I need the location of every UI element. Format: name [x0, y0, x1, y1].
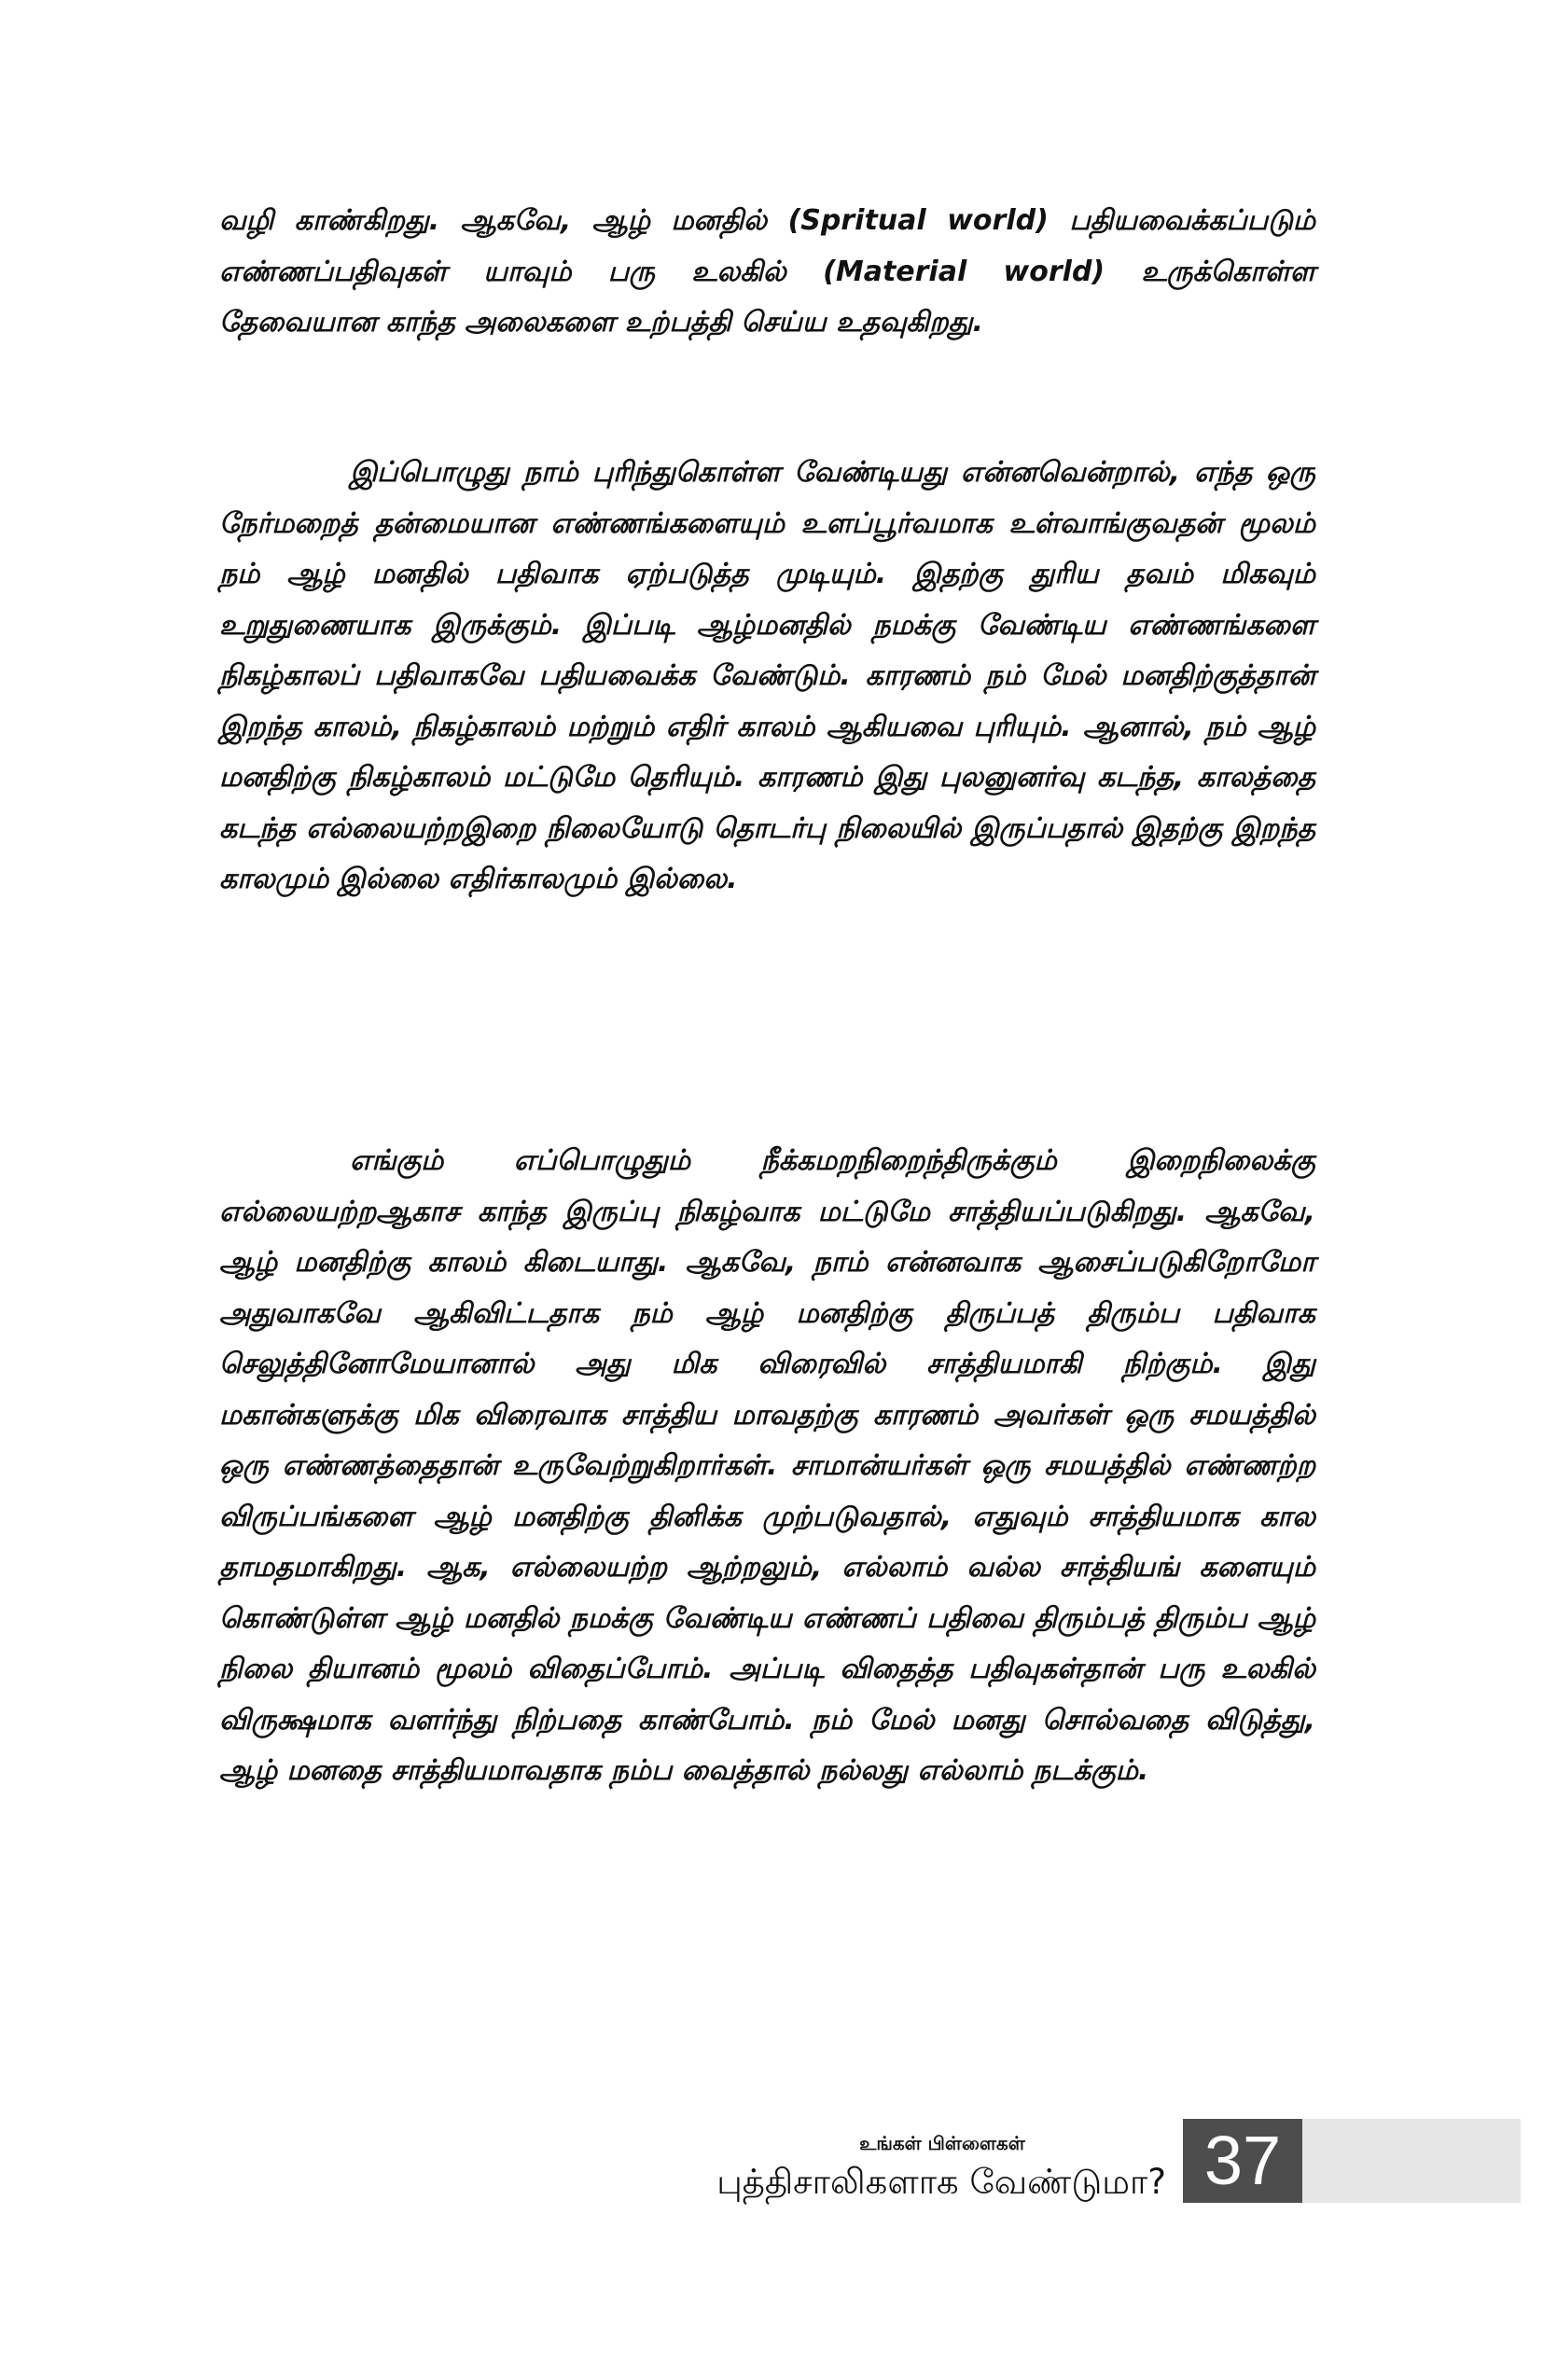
footer-book-title: புத்திசாலிகளாக வேண்டுமா? [716, 2162, 1166, 2202]
page-number: 37 [1183, 2119, 1302, 2203]
paragraph-2: இப்பொழுது நாம் புரிந்துகொள்ள வேண்டியது என்னவென்றால், எந்த ஒரு நேர்மறைத் தன்மையான எண்ணங்களையும் உளப்பூர்வமாக உள்வாங்குவதன் மூலம் நம் ஆழ் மனதில் பதிவாக ஏற்படுத்த முடியும். இதற்கு துரிய தவம் மிகவும் உறுதுணையாக இருக்கும். இப்படி ஆழ்மனதில் நமக்கு வேண்டிய எண்ணங்களை நிகழ்காலப் பதிவாகவே பதியவைக்க வேண்டும். காரணம் நம் மேல் மனதிற்குத்தான் இறந்த காலம், நிகழ்காலம் மற்றும் எதிர் காலம் ஆகியவை புரியும். ஆனால், நம் ஆழ் மனதிற்கு நிகழ்காலம் மட்டுமே தெரியும். காரணம் இது புலனுனர்வு கடந்த, காலத்தை கடந்த எல்லையற்றஇறை நிலையோடு தொடர்பு நிலையில் இருப்பதால் இதற்கு இறந்த காலமும் இல்லை எதிர்காலமும் இல்லை. [219, 456, 1315, 895]
paragraph-3: எங்கும் எப்பொழுதும் நீக்கமறநிறைந்திருக்கும் இறைநிலைக்கு எல்லையற்றஆகாச காந்த இருப்பு நிகழ்வாக மட்டுமே சாத்தியப்படுகிறது. ஆகவே, ஆழ் மனதிற்கு காலம் கிடையாது. ஆகவே, நாம் என்னவாக ஆசைப்படுகிறோமோ அதுவாகவே ஆகிவிட்டதாக நம் ஆழ் மனதிற்கு திருப்பத் திரும்ப பதிவாக செலுத்தினோமேயானால் அது மிக விரைவில் சாத்தியமாகி நிற்கும். இது மகான்களுக்கு மிக விரைவாக சாத்திய மாவதற்கு காரணம் அவர்கள் ஒரு சமயத்தில் ஒரு எண்ணத்தைதான் உருவேற்றுகிறார்கள். சாமான்யர்கள் ஒரு சமயத்தில் எண்ணற்ற விருப்பங்களை ஆழ் மனதிற்கு தினிக்க முற்படுவதால், எதுவும் சாத்தியமாக கால தாமதமாகிறது. ஆக, எல்லையற்ற ஆற்றலும், எல்லாம் வல்ல சாத்தியங் களையும் கொண்டுள்ள ஆழ் மனதில் நமக்கு வேண்டிய எண்ணப் பதிவை திரும்பத் திரும்ப ஆழ் நிலை தியானம் மூலம் விதைப்போம். அப்படி விதைத்த பதிவுகள்தான் பரு உலகில் விருக்ஷமாக வளர்ந்து நிற்பதை காண்போம். நம் மேல் மனது சொல்வதை விடுத்து, ஆழ் மனதை சாத்தியமாவதாக நம்ப வைத்தால் நல்லது எல்லாம் நடக்கும். [219, 1144, 1315, 1787]
footer-book-subtitle: உங்கள் பிள்ளைகள் [859, 2132, 1025, 2154]
paragraph-1: வழி காண்கிறது. ஆகவே, ஆழ் மனதில் (Spritual world) பதியவைக்கப்படும் எண்ணப்பதிவுகள் யாவும் பரு உலகில் (Material world) உருக்கொள்ள தேவையான காந்த அலைகளை உற்பத்தி செய்ய உதவுகிறது. [219, 204, 1315, 339]
